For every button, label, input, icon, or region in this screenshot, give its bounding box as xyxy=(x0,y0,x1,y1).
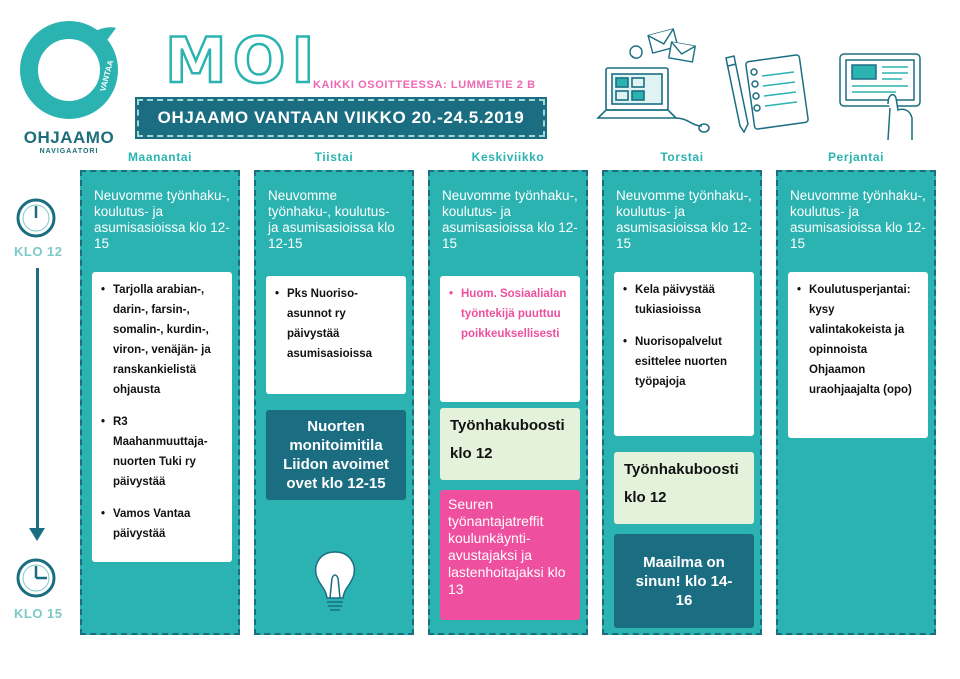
week-text: OHJAAMO VANTAAN VIIKKO 20.-24.5.2019 xyxy=(157,108,525,127)
day-label-friday: Perjantai xyxy=(827,150,885,164)
end-time-label: KLO 15 xyxy=(14,606,63,621)
tablet-icon xyxy=(830,48,930,143)
pencil-icon xyxy=(726,56,748,132)
day-column-monday xyxy=(80,170,240,635)
day-label-wednesday: Keskiviikko xyxy=(471,150,545,164)
list-item: • Vamos Vantaa päivystää xyxy=(100,504,224,544)
email-icon xyxy=(630,29,695,62)
clock-icon xyxy=(16,198,56,238)
column-intro: Neuvomme työnhaku-, koulutus- ja asumisasioissa klo 12-15 xyxy=(268,188,395,251)
info-box xyxy=(266,276,406,394)
column-intro: Neuvomme työnhaku-, koulutus- ja asumisasioissa klo 12-15 xyxy=(442,188,578,251)
event-time: klo 12 xyxy=(450,445,493,462)
week-banner xyxy=(137,99,545,137)
day-label-thursday: Torstai xyxy=(660,150,704,164)
clock-icon xyxy=(16,558,56,598)
lightbulb-icon xyxy=(300,534,370,624)
info-box xyxy=(92,272,232,562)
logo-subtitle: NAVIGAATORI xyxy=(39,148,99,155)
logo-ring-text: VANTAA xyxy=(98,59,116,93)
day-label-monday: Maanantai xyxy=(127,150,193,164)
day-column-thursday xyxy=(602,170,762,635)
notepad-icon xyxy=(718,50,813,135)
logo-ring-icon xyxy=(14,18,124,128)
time-axis-line xyxy=(36,268,39,530)
column-intro: Neuvomme työnhaku-, koulutus- ja asumisasioissa klo 12-15 xyxy=(790,188,926,251)
day-column-tuesday xyxy=(254,170,414,635)
day-column-friday xyxy=(776,170,936,635)
event-box-tyonhakuboosti xyxy=(440,408,580,480)
event-box-maailma: Maailma on sinun! klo 14-16 xyxy=(614,534,754,628)
list-item: • Nuorisopalvelut esittelee nuorten työpajoja xyxy=(622,332,746,392)
list-item: • Huom. Sosiaalialan työntekijä puuttuu poikkeuksellisesti xyxy=(448,284,572,344)
event-title: Työnhakuboosti xyxy=(450,417,565,434)
page-title: MOI xyxy=(165,24,321,97)
start-time-label: KLO 12 xyxy=(14,244,63,259)
address-text: KAIKKI OSOITTEESSA: LUMMETIE 2 B xyxy=(313,79,536,91)
event-box-liito: Nuorten monitoimitila Liidon avoimet ovet klo 12-15 xyxy=(266,410,406,500)
list-item: • Tarjolla arabian-, darin-, farsin-, somalin-, kurdin-, viron-, venäjän- ja ranskankielistä ohjausta xyxy=(100,280,224,400)
notice-box xyxy=(440,276,580,402)
ohjaamo-logo xyxy=(14,18,124,155)
day-column-wednesday xyxy=(428,170,588,635)
laptop-icon xyxy=(592,18,712,138)
column-intro: Neuvomme työnhaku-, koulutus- ja asumisasioissa klo 12-15 xyxy=(616,188,752,251)
info-box xyxy=(788,272,928,438)
day-label-tuesday: Tiistai xyxy=(314,150,354,164)
event-time: klo 12 xyxy=(624,489,667,506)
column-intro: Neuvomme työnhaku-, koulutus- ja asumisasioissa klo 12-15 xyxy=(94,188,230,251)
list-item: • Koulutusperjantai: kysy valintakokeista ja opinnoista Ohjaamon uraohjaajalta (opo) xyxy=(796,280,920,400)
info-box xyxy=(614,272,754,436)
list-item: • R3 Maahanmuuttaja-nuorten Tuki ry päivystää xyxy=(100,412,224,492)
event-box-seure: Seuren työnantajatreffit koulunkäynti-avustajaksi ja lastenhoitajaksi klo 13 xyxy=(440,490,580,620)
event-box-tyonhakuboosti xyxy=(614,452,754,524)
list-item: • Kela päivystää tukiasioissa xyxy=(622,280,746,320)
list-item: • Pks Nuoriso-asunnot ry päivystää asumisasioissa xyxy=(274,284,398,364)
logo-name: OHJAAMO xyxy=(23,128,115,147)
time-axis-arrow xyxy=(29,528,45,541)
event-title: Työnhakuboosti xyxy=(624,461,739,478)
